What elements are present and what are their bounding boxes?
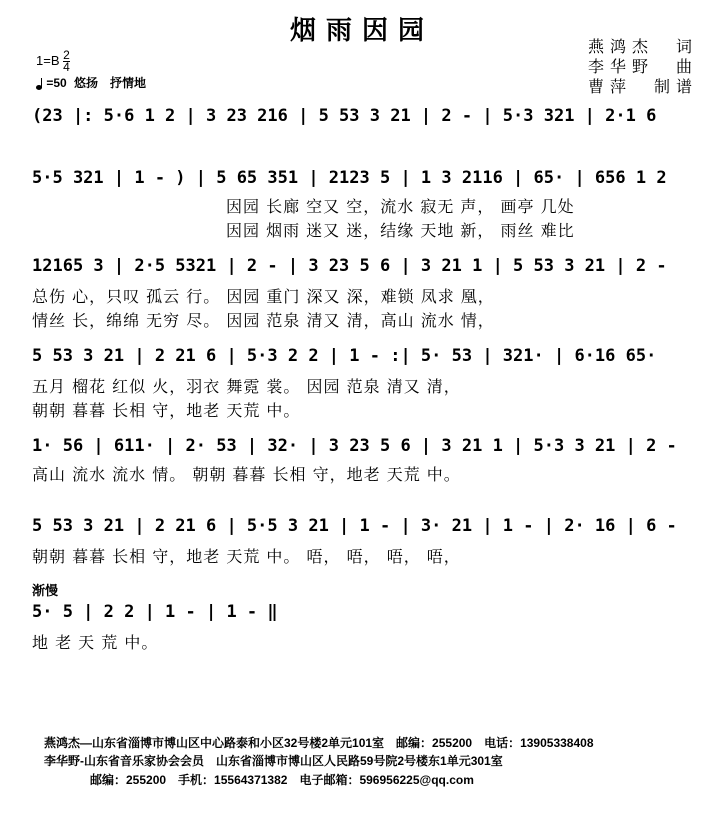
footer-line-3: 邮编：255200 手机：15564371382 电子邮箱：596956225@qq.com	[90, 773, 474, 787]
lyrics-row-6-verse-1: 朝朝 暮暮 长相 守，地老 天荒 中。 唔， 唔， 唔， 唔，	[32, 547, 461, 566]
lyrics-row-4-verse-2: 朝朝 暮暮 长相 守，地老 天荒 中。	[32, 401, 301, 420]
composer-credit: 李华野 曲	[588, 57, 699, 76]
key-label: 1=B	[36, 52, 60, 68]
notation-row-3: 12165 3 | 2·5 5321 | 2 - | 3 23 5 6 | 3 21 1 | 5 53 3 21 | 2 -	[32, 256, 667, 276]
lyrics-row-7-verse-1: 地 老 天 荒 中。	[32, 633, 159, 652]
time-signature	[63, 50, 70, 73]
notation-row-6: 5 53 3 21 | 2 21 6 | 5·5 3 21 | 1 - | 3· 21 | 1 - | 2· 16 | 6 -	[32, 516, 677, 536]
footer-line-2: 李华野-山东省音乐家协会会员 山东省淄博市博山区人民路59号院2号楼东1单元301室	[44, 754, 503, 768]
lyricist-credit: 燕鸿杰 词	[588, 37, 699, 56]
tempo-marking	[36, 74, 146, 91]
quarter-note-icon	[36, 78, 43, 90]
key-signature	[36, 50, 70, 73]
lyrics-row-2-verse-1: 因园 长廊 空又 空，流水 寂无 声， 画亭 几处	[226, 197, 575, 216]
notation-row-5: 1· 56 | 611· | 2· 53 | 32· | 3 23 5 6 | 3 21 1 | 5·3 3 21 | 2 -	[32, 436, 677, 456]
notation-row-1: (23 |: 5·6 1 2 | 3 23 216 | 5 53 3 21 | 2 - | 5·3 321 | 2·1 6	[32, 106, 657, 126]
expression-text: 悠扬 抒情地	[74, 76, 147, 90]
lyrics-row-3-verse-1: 总伤 心，只叹 孤云 行。 因园 重门 深又 深，难锁 凤求 凰，	[32, 287, 495, 306]
notation-row-2: 5·5 321 | 1 - ) | 5 65 351 | 2123 5 | 1 3 2116 | 65· | 656 1 2	[32, 168, 667, 188]
lyrics-row-4-verse-1: 五月 榴花 红似 火，羽衣 舞霓 裳。 因园 范泉 清又 清，	[32, 377, 461, 396]
song-title: 烟雨因园	[290, 16, 435, 46]
tempo-change-marking: 渐慢	[32, 584, 59, 599]
tempo-value: =50	[46, 76, 67, 90]
notation-row-4: 5 53 3 21 | 2 21 6 | 5·3 2 2 | 1 - :| 5· 53 | 321· | 6·16 65·	[32, 346, 657, 366]
time-signature-bottom: 4	[63, 60, 70, 74]
arranger-credit: 曹萍 制谱	[588, 77, 699, 96]
footer-line-1: 燕鸿杰—山东省淄博市博山区中心路泰和小区32号楼2单元101室 邮编：255200 电话：13905338408	[44, 736, 594, 750]
lyrics-row-5-verse-1: 高山 流水 流水 情。 朝朝 暮暮 长相 守，地老 天荒 中。	[32, 465, 461, 484]
lyrics-row-3-verse-2: 情丝 长，绵绵 无穷 尽。 因园 范泉 清又 清，高山 流水 情，	[32, 311, 495, 330]
time-signature-top: 2	[63, 48, 70, 62]
lyrics-row-2-verse-2: 因园 烟雨 迷又 迷，结缘 天地 新， 雨丝 难比	[226, 221, 575, 240]
notation-row-7: 5· 5 | 2 2 | 1 - | 1 - ‖	[32, 602, 278, 622]
